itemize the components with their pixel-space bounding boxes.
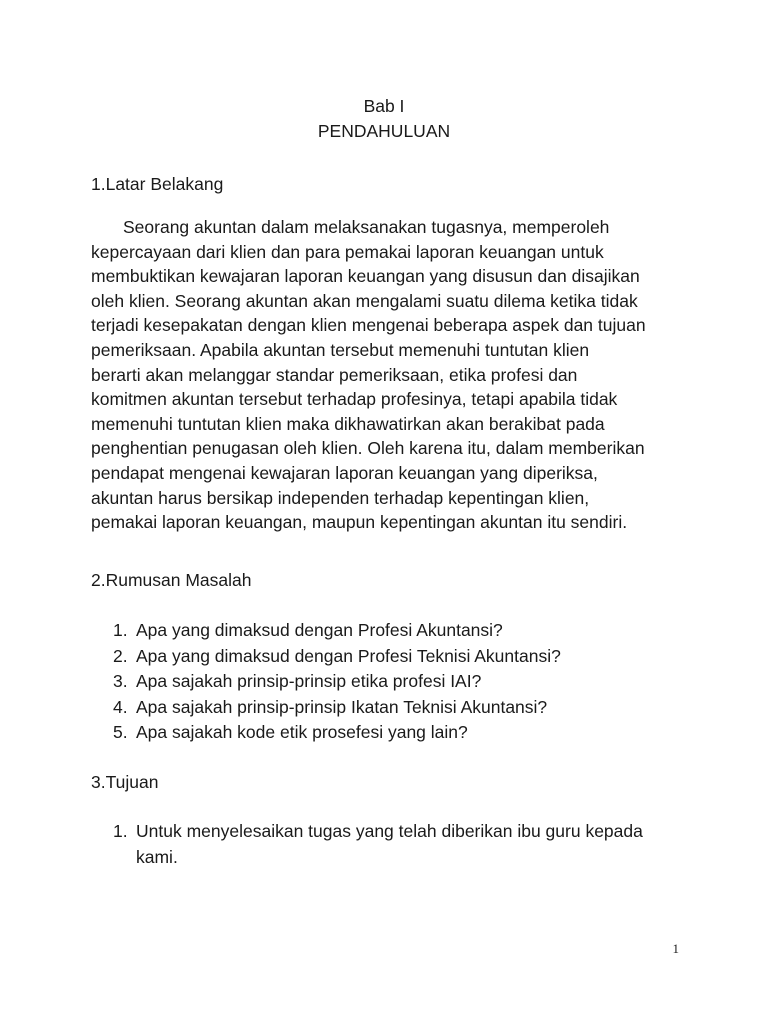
list-item <box>91 669 561 695</box>
paragraph-line: pemakai laporan keuangan, maupun kepentingan akuntan itu sendiri. <box>91 512 628 533</box>
paragraph-line: terjadi kesepakatan dengan klien mengenai beberapa aspek dan tujuan <box>91 315 646 336</box>
background-paragraph <box>91 215 691 535</box>
list-item <box>91 819 696 870</box>
section-heading-rumusan-masalah: 2.Rumusan Masalah <box>91 570 252 590</box>
page-number: 1 <box>672 941 679 956</box>
list-item-number: 1. <box>113 620 128 640</box>
list-item-text: Apa sajakah kode etik prosefesi yang lain? <box>136 722 468 742</box>
paragraph-line: pendapat mengenai kewajaran laporan keuangan yang diperiksa, <box>91 462 598 483</box>
list-item-number: 2. <box>113 645 128 666</box>
chapter-label: Bab I <box>363 96 405 116</box>
list-item-number: 3. <box>113 671 128 691</box>
list-item-text: Apa sajakah prinsip-prinsip etika profesi IAI? <box>136 671 482 691</box>
chapter-title: PENDAHULUAN <box>317 121 451 141</box>
list-item-text: Apa sajakah prinsip-prinsip Ikatan Teknisi Akuntansi? <box>136 696 548 717</box>
list-item-text: Apa yang dimaksud dengan Profesi Teknisi Akuntansi? <box>136 645 561 666</box>
paragraph-line: akuntan harus bersikap independen terhadap kepentingan klien, <box>91 487 590 508</box>
list-item <box>91 695 561 721</box>
paragraph-line: berarti akan melanggar standar pemeriksaan, etika profesi dan <box>91 364 578 385</box>
paragraph-line: penghentian penugasan oleh klien. Oleh karena itu, dalam memberikan <box>91 438 645 459</box>
list-item-number: 4. <box>113 696 128 717</box>
list-item-number: 1. <box>113 821 128 841</box>
list-item <box>91 618 561 644</box>
list-item-text: Apa yang dimaksud dengan Profesi Akuntansi? <box>136 620 503 640</box>
section-heading-latar-belakang: 1.Latar Belakang <box>91 174 224 194</box>
paragraph-line: oleh klien. Seorang akuntan akan mengalami suatu dilema ketika tidak <box>91 290 638 311</box>
paragraph-line: membuktikan kewajaran laporan keuangan yang disusun dan disajikan <box>91 266 640 287</box>
list-item-text-line: Untuk menyelesaikan tugas yang telah diberikan ibu guru kepada <box>136 821 643 841</box>
paragraph-line: memenuhi tuntutan klien maka dikhawatirkan akan berakibat pada <box>91 413 605 434</box>
paragraph-line: Seorang akuntan dalam melaksanakan tugasnya, memperoleh <box>123 217 610 237</box>
list-item-text-line: kami. <box>136 846 178 867</box>
goals-list <box>91 819 696 870</box>
list-item-number: 5. <box>113 722 128 742</box>
paragraph-line: komitmen akuntan tersebut terhadap profesinya, tetapi apabila tidak <box>91 389 618 410</box>
paragraph-line: kepercayaan dari klien dan para pemakai laporan keuangan untuk <box>91 241 604 262</box>
list-item <box>91 644 561 670</box>
problem-statement-list <box>91 618 561 746</box>
section-heading-tujuan: 3.Tujuan <box>91 772 159 792</box>
paragraph-line: pemeriksaan. Apabila akuntan tersebut memenuhi tuntutan klien <box>91 339 590 360</box>
list-item <box>91 720 561 746</box>
